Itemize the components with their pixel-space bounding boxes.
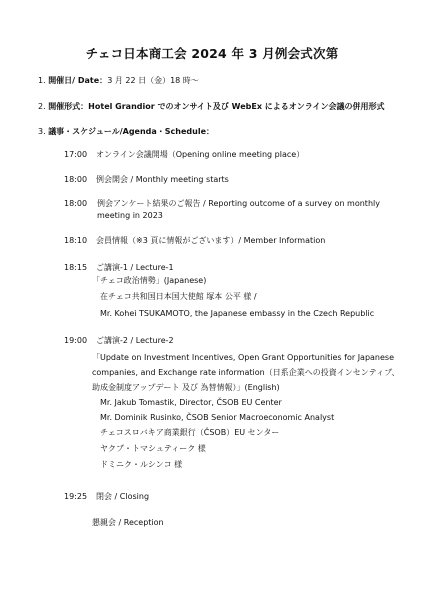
- schedule-time: 17:00: [64, 150, 88, 159]
- section-number: 3.: [38, 127, 46, 136]
- lecturer-en: Mr. Kohei TSUKAMOTO, the Japanese embassy in the Czech Republic: [100, 309, 375, 318]
- section-label: 開催形式：Hotel Grandior でのオンサイト及び WebEx によるオンライン会議の併用形式: [48, 102, 385, 111]
- page-title: チェコ日本商工会 2024 年 3 月例会式次第: [85, 46, 339, 61]
- schedule-item: オンライン会議開場（Opening online meeting place）: [96, 150, 305, 159]
- lecturer-ja: 在チェコ共和国日本国大使館 塚本 公平 様 /: [100, 292, 257, 301]
- lecturer: Mr. Dominik Rusinko, ČSOB Senior Macroeconomic Analyst: [100, 413, 335, 422]
- lecturer: ドミニク・ルシンコ 様: [100, 460, 183, 469]
- schedule-item: ご講演-1 / Lecture-1: [96, 263, 174, 272]
- section-number: 1.: [38, 76, 46, 85]
- schedule-time: 18:10: [64, 236, 88, 245]
- schedule-time: 19:00: [64, 336, 88, 345]
- lecturer-org: チェコスロバキア商業銀行（ČSOB）EU センター: [100, 428, 280, 437]
- lecturer: Mr. Jakub Tomastik, Director, ČSOB EU Center: [100, 398, 282, 407]
- schedule-time: 18:00: [64, 199, 88, 208]
- section-format: [38, 102, 385, 112]
- schedule-item: 会員情報（※3 頁に情報がございます）/ Member Information: [96, 236, 326, 245]
- lecture-title-cont: companies, and Exchange rate information（日系企業への投資インセンティブ、: [92, 368, 400, 377]
- schedule-item: ご講演-2 / Lecture-2: [96, 336, 174, 345]
- section-text: 3 月 22 日（金）18 時～: [107, 76, 199, 85]
- lecturer: ヤクブ・トマシュティーク 様: [100, 444, 206, 453]
- lecture-title-cont: 助成金制度アップデート 及び 為替情報）」(English): [92, 383, 280, 392]
- schedule-item: 例会開会 / Monthly meeting starts: [96, 175, 229, 184]
- schedule-time: 18:00: [64, 175, 88, 184]
- section-date: [38, 76, 199, 86]
- schedule-time: 18:15: [64, 263, 88, 272]
- schedule-item-cont: meeting in 2023: [97, 211, 163, 220]
- reception: 懇親会 / Reception: [92, 518, 164, 527]
- section-agenda: [38, 127, 214, 137]
- section-number: 2.: [38, 102, 46, 111]
- schedule-item: 例会アンケート結果のご報告 / Reporting outcome of a survey on monthly: [97, 199, 380, 208]
- lecture-title: 「Update on Investment Incentives, Open Grant Opportunities for Japanese: [92, 353, 395, 362]
- section-label: 議事・スケジュール/Agenda・Schedule：: [48, 127, 215, 136]
- section-label: 開催日/ Date：: [48, 76, 108, 85]
- schedule-item: 閉会 / Closing: [96, 492, 150, 501]
- lecture-title: 「チェコ政治情勢」(Japanese): [92, 276, 207, 285]
- schedule-time: 19:25: [64, 492, 88, 501]
